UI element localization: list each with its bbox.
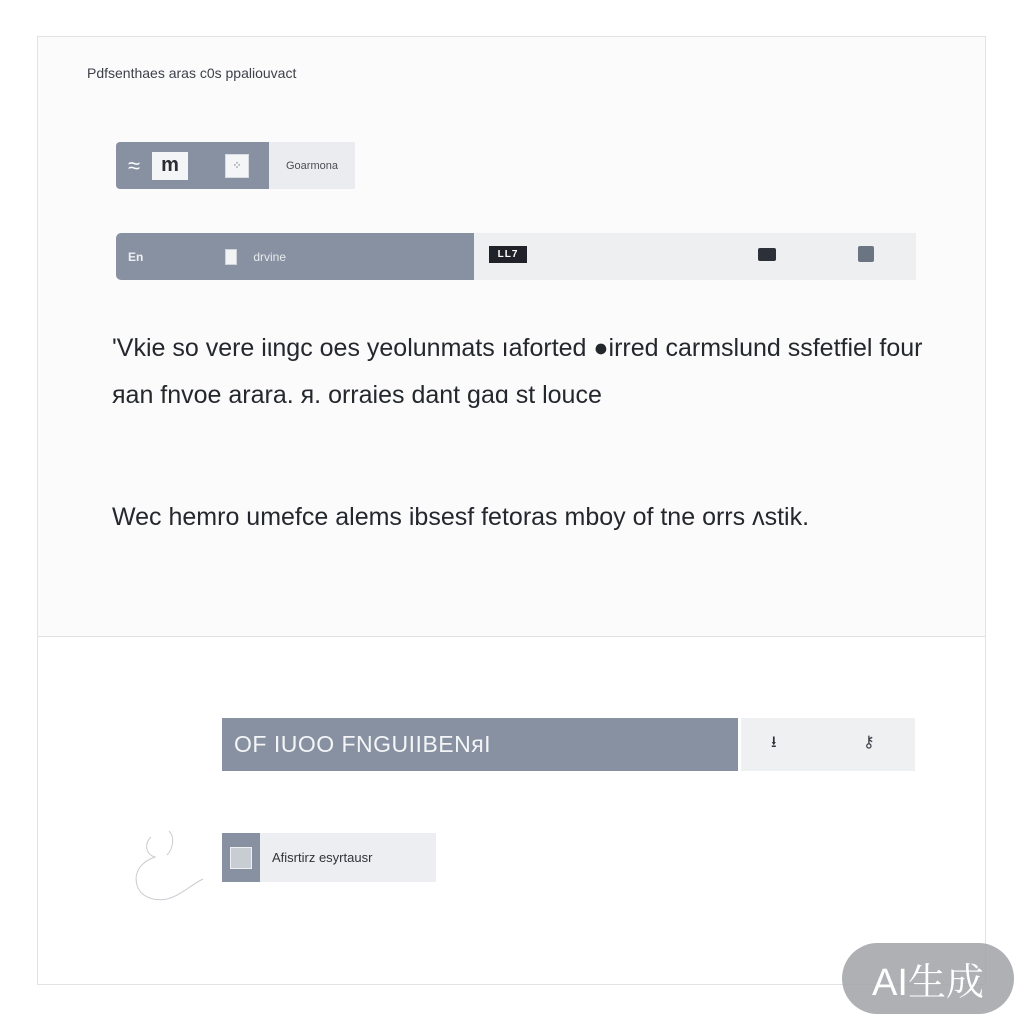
lower-section [38, 637, 985, 984]
lower-toolbar [222, 718, 915, 771]
square-icon[interactable] [758, 248, 776, 261]
top-toolbar [116, 142, 355, 189]
second-toolbar-label[interactable]: drvine [253, 249, 287, 264]
image-thumbnail [230, 847, 252, 869]
lower-toolbar-label[interactable]: OF IUOO FNGUIIBENᴙI [222, 718, 738, 771]
second-toolbar [116, 233, 916, 280]
second-toolbar-left-label[interactable]: En [128, 249, 144, 264]
black-tag[interactable]: LL7 [489, 246, 527, 263]
top-toolbar-icons [116, 142, 269, 189]
wave-icon[interactable]: ≈ [127, 152, 141, 178]
ai-generated-badge: AI生成 [842, 943, 1014, 1014]
attachment-chip[interactable] [222, 833, 436, 882]
page-title: Pdfsenthaes aras c0s ppaliouvact [87, 65, 297, 81]
attachment-label: Afisrtirz esyrtausr [260, 833, 436, 882]
second-toolbar-left [116, 233, 474, 280]
second-toolbar-right [474, 233, 916, 280]
square-icon[interactable] [858, 246, 874, 262]
hand-sketch-icon [133, 827, 213, 907]
grid-icon[interactable]: ⁘ [225, 154, 249, 178]
image-icon [222, 833, 260, 882]
m-button[interactable]: m [152, 152, 188, 180]
lower-toolbar-actions [738, 718, 915, 771]
key-icon[interactable]: ⚷ [863, 734, 875, 751]
paragraph-2: Wec hemro umefce alems ibsesf fetoras mboy of tne orrs ᴧstik. [112, 503, 810, 531]
paragraph-1: 'Vkie so vere iιngc oes yeolunmats ıaforted ●irred carmslund ssfetfiel four ᴙan fnvoe arara. ᴙ. orraies dant gaɑ st louce [112, 334, 923, 409]
document-icon [225, 249, 237, 265]
content-card [37, 36, 986, 985]
top-toolbar-label[interactable]: Goarmona [269, 142, 355, 189]
download-icon[interactable]: ⭳ [771, 734, 777, 751]
